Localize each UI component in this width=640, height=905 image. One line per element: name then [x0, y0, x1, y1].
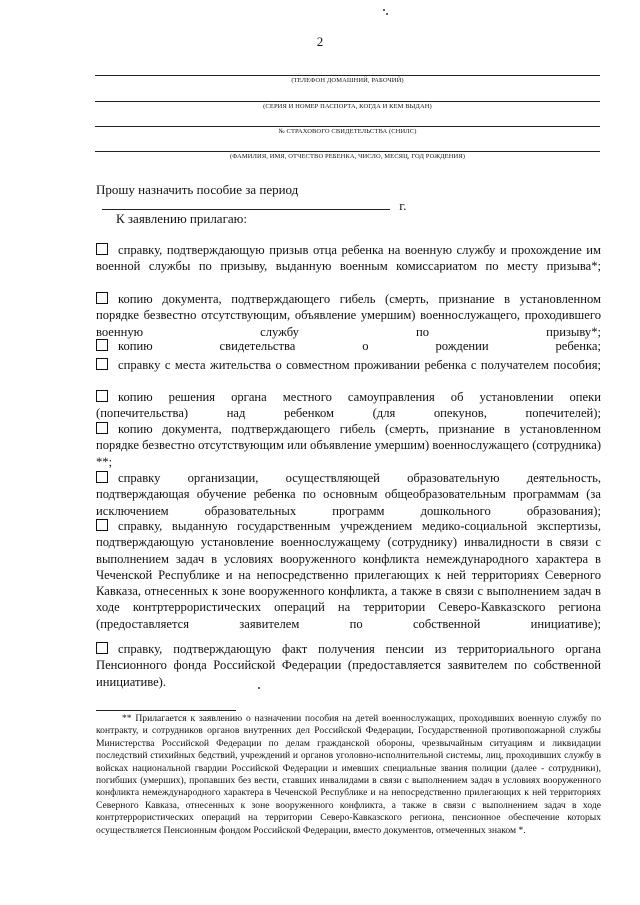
attachment-text: справку организации, осуществляющей образовательную деятельность, подтверждающая обучение ребенка по основным общеобразовательным программам (за исключением образовательных программ дошкольного образования);	[96, 471, 601, 518]
page-number: 2	[316, 34, 324, 49]
period-input-line[interactable]	[102, 199, 390, 210]
period-request	[96, 182, 601, 214]
passport-field-caption: (СЕРИЯ И НОМЕР ПАСПОРТА, КОГДА И КЕМ ВЫДАН)	[263, 103, 432, 110]
scan-speck	[383, 9, 385, 11]
period-year-suffix: г.	[399, 198, 407, 213]
checkbox[interactable]	[96, 471, 108, 483]
checkbox[interactable]	[96, 358, 108, 370]
checkbox[interactable]	[96, 390, 108, 402]
checkbox[interactable]	[96, 339, 108, 351]
attachment-item-1	[96, 242, 601, 291]
attachments-title: К заявлению прилагаю:	[116, 211, 248, 226]
child-field-caption: (ФАМИЛИЯ, ИМЯ, ОТЧЕСТВО РЕБЕНКА, ЧИСЛО, МЕСЯЦ, ГОД РОЖДЕНИЯ)	[229, 153, 466, 160]
checkbox[interactable]	[96, 243, 108, 255]
attachment-text: справку с места жительства о совместном проживании ребенка с получателем пособия;	[118, 358, 601, 372]
passport-field-line[interactable]	[95, 101, 600, 102]
footnote-separator	[96, 710, 236, 711]
attachment-item-8	[96, 518, 601, 648]
attachment-text: копию решения органа местного самоуправления об установлении опеки (попечительства) над ребенком (для опекунов, попечителей);	[96, 390, 601, 421]
checkbox[interactable]	[96, 422, 108, 434]
footnote-text: ** Прилагается к заявлению о назначении пособия на детей военнослужащих, проходивших военную службу по контракту, и сотрудников органов внутренних дел Российской Федерации, Государственной противопожарной службы Министерства Российской Федерации по делам гражданской обороны, чрезвычайным ситуациям и ликвидации последствий стихийных бедствий, учреждений и органов уголовно-исполнительной системы, лиц, проходивших службу в войсках национальной гвардии Российской Федерации и имевших специальные звания полиции (далее - сотрудники), погибших (умерших), пропавших без вести, ставших инвалидами в связи с выполнением задач в условиях вооруженного конфликта немеждународного характера в Чеченской Республике и на непосредственно прилегающих к ней территориях Северного Кавказа, отнесенных к зоне вооруженного конфликта, а также в связи с выполнением задач в ходе контртеррористических операций на территории Северо-Кавказского региона, пенсионное обеспечение которых осуществляется Пенсионным фондом Российской Федерации, вместо документов, отмеченных знаком *.	[96, 713, 601, 836]
attachment-text: копию документа, подтверждающего гибель (смерть, признание в установленном порядке безвестно отсутствующим, объявление умершим) военнослужащего, проходившего военную службу по призыву*;	[96, 292, 601, 339]
phone-field-caption: (ТЕЛЕФОН ДОМАШНИЙ, РАБОЧИЙ)	[291, 77, 404, 84]
child-field-line[interactable]	[95, 151, 600, 152]
attachment-text: справку, выданную государственным учреждением медико-социальной экспертизы, подтверждающую установление военнослужащему (сотруднику) инвалидности в связи с выполнением задач в условиях вооруженного конфликта немеждународного характера в Чеченской Республике и на непосредственно прилегающих к ней территориях Северного Кавказа, отнесенных к зоне вооруженного конфликта, а также в связи с выполнением задач в ходе контртеррористических операций на территории Северо-Кавказского региона (предоставляется заявителем по собственной инициативе);	[96, 519, 601, 631]
snils-field-line[interactable]	[95, 126, 600, 127]
attachment-item-9	[96, 641, 601, 706]
scan-speck	[386, 13, 388, 15]
period-request-text: Прошу назначить пособие за период	[96, 182, 299, 197]
scan-speck	[258, 687, 260, 689]
attachment-text: копию свидетельства о рождении ребенка;	[118, 339, 601, 353]
phone-field-line[interactable]	[95, 75, 600, 76]
attachment-item-4	[96, 357, 601, 390]
checkbox[interactable]	[96, 292, 108, 304]
attachment-text: справку, подтверждающую призыв отца ребенка на военную службу и прохождение им военной службы по призыву, выданную военным комиссариатом по месту призыва*;	[96, 243, 601, 274]
checkbox[interactable]	[96, 642, 108, 654]
snils-field-caption: № СТРАХОВОГО СВИДЕТЕЛЬСТВА (СНИЛС)	[278, 128, 417, 135]
checkbox[interactable]	[96, 519, 108, 531]
attachment-text: копию документа, подтверждающего гибель (смерть, признание в установленном порядке безвестно отсутствующим или объявление умершим) военнослужащего (сотрудника) **;	[96, 422, 602, 469]
attachment-text: справку, подтверждающую факт получения пенсии из территориального органа Пенсионного фонда Российской Федерации (предоставляется заявителем по собственной инициативе).	[96, 642, 601, 689]
